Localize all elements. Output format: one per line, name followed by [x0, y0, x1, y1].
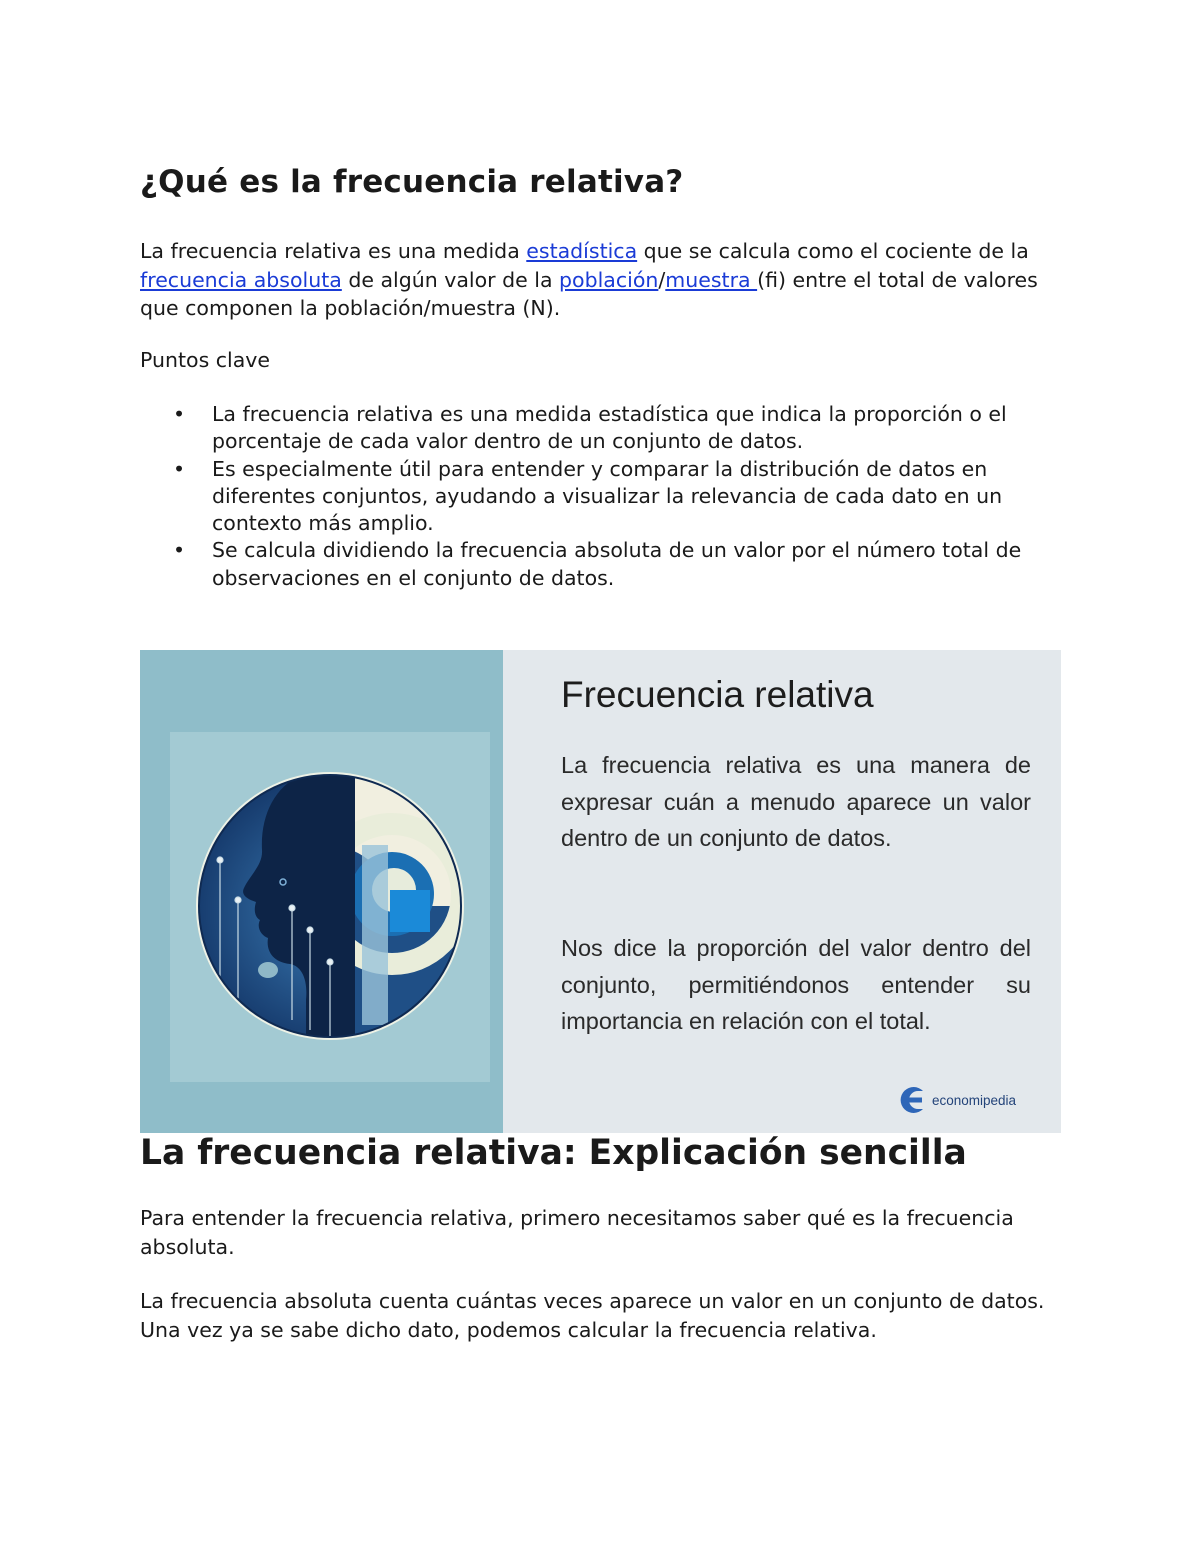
intro-separator: /: [658, 267, 666, 292]
head-profile-illustration: [140, 650, 503, 1133]
link-frecuencia-absoluta[interactable]: frecuencia absoluta: [140, 267, 342, 292]
intro-text-3: de algún valor de la: [341, 267, 560, 292]
explanation-paragraph-1: Para entender la frecuencia relativa, primero necesitamos saber qué es la frecuencia absoluta.: [140, 1206, 1014, 1259]
bullet-icon: •: [173, 456, 186, 481]
bullet-icon: •: [173, 402, 186, 426]
intro-text-4: (fi) entre el total de valores que componen la población/muestra (N).: [140, 267, 1038, 320]
brand-name: economipedia: [932, 1092, 1017, 1108]
key-point-text: Se calcula dividiendo la frecuencia absoluta de un valor por el número total de observaciones en el conjunto de datos.: [212, 538, 1022, 590]
intro-paragraph: [140, 237, 1070, 323]
infographic-image: [140, 650, 1061, 1133]
key-point-text: Es especialmente útil para entender y comparar la distribución de datos en diferentes conjuntos, ayudando a visualizar la relevancia de cada dato en un contexto más amplio.: [212, 456, 1003, 536]
list-item: [140, 401, 1062, 456]
infographic-title: Frecuencia relativa: [561, 674, 874, 715]
key-points-list: [140, 401, 1062, 592]
section-heading: La frecuencia relativa: Explicación sencilla: [140, 1133, 967, 1173]
key-point-text: La frecuencia relativa es una medida estadística que indica la proporción o el porcentaje de cada valor dentro de un conjunto de datos.: [212, 402, 1007, 454]
intro-text-1: La frecuencia relativa es una medida: [140, 239, 527, 263]
intro-text-2: que se calcula como el cociente de la: [637, 239, 1029, 263]
infographic-illustration-panel: [140, 650, 503, 1133]
list-item: [140, 537, 1062, 592]
list-item: [140, 456, 1062, 538]
key-points-label: Puntos clave: [140, 348, 271, 372]
page-title: ¿Qué es la frecuencia relativa?: [140, 164, 684, 200]
infographic-paragraph-1: La frecuencia relativa es una manera de expresar cuán a menudo aparece un valor dentro de un conjunto de datos.: [561, 752, 1031, 851]
bullet-icon: •: [173, 538, 186, 563]
brand-logo: [896, 1086, 1016, 1114]
explanation-paragraph-2: La frecuencia absoluta cuenta cuántas veces aparece un valor en un conjunto de datos. Una vez ya se sabe dicho dato, podemos calcular la frecuencia relativa.: [140, 1289, 1045, 1342]
link-poblacion[interactable]: población: [559, 267, 659, 292]
infographic-paragraph-2: Nos dice la proporción del valor dentro del conjunto, permitiéndonos entender su importancia en relación con el total.: [561, 935, 1031, 1034]
link-estadistica[interactable]: estadística: [526, 239, 638, 263]
link-muestra[interactable]: muestra: [665, 267, 758, 292]
economipedia-logo-icon: [896, 1086, 926, 1114]
